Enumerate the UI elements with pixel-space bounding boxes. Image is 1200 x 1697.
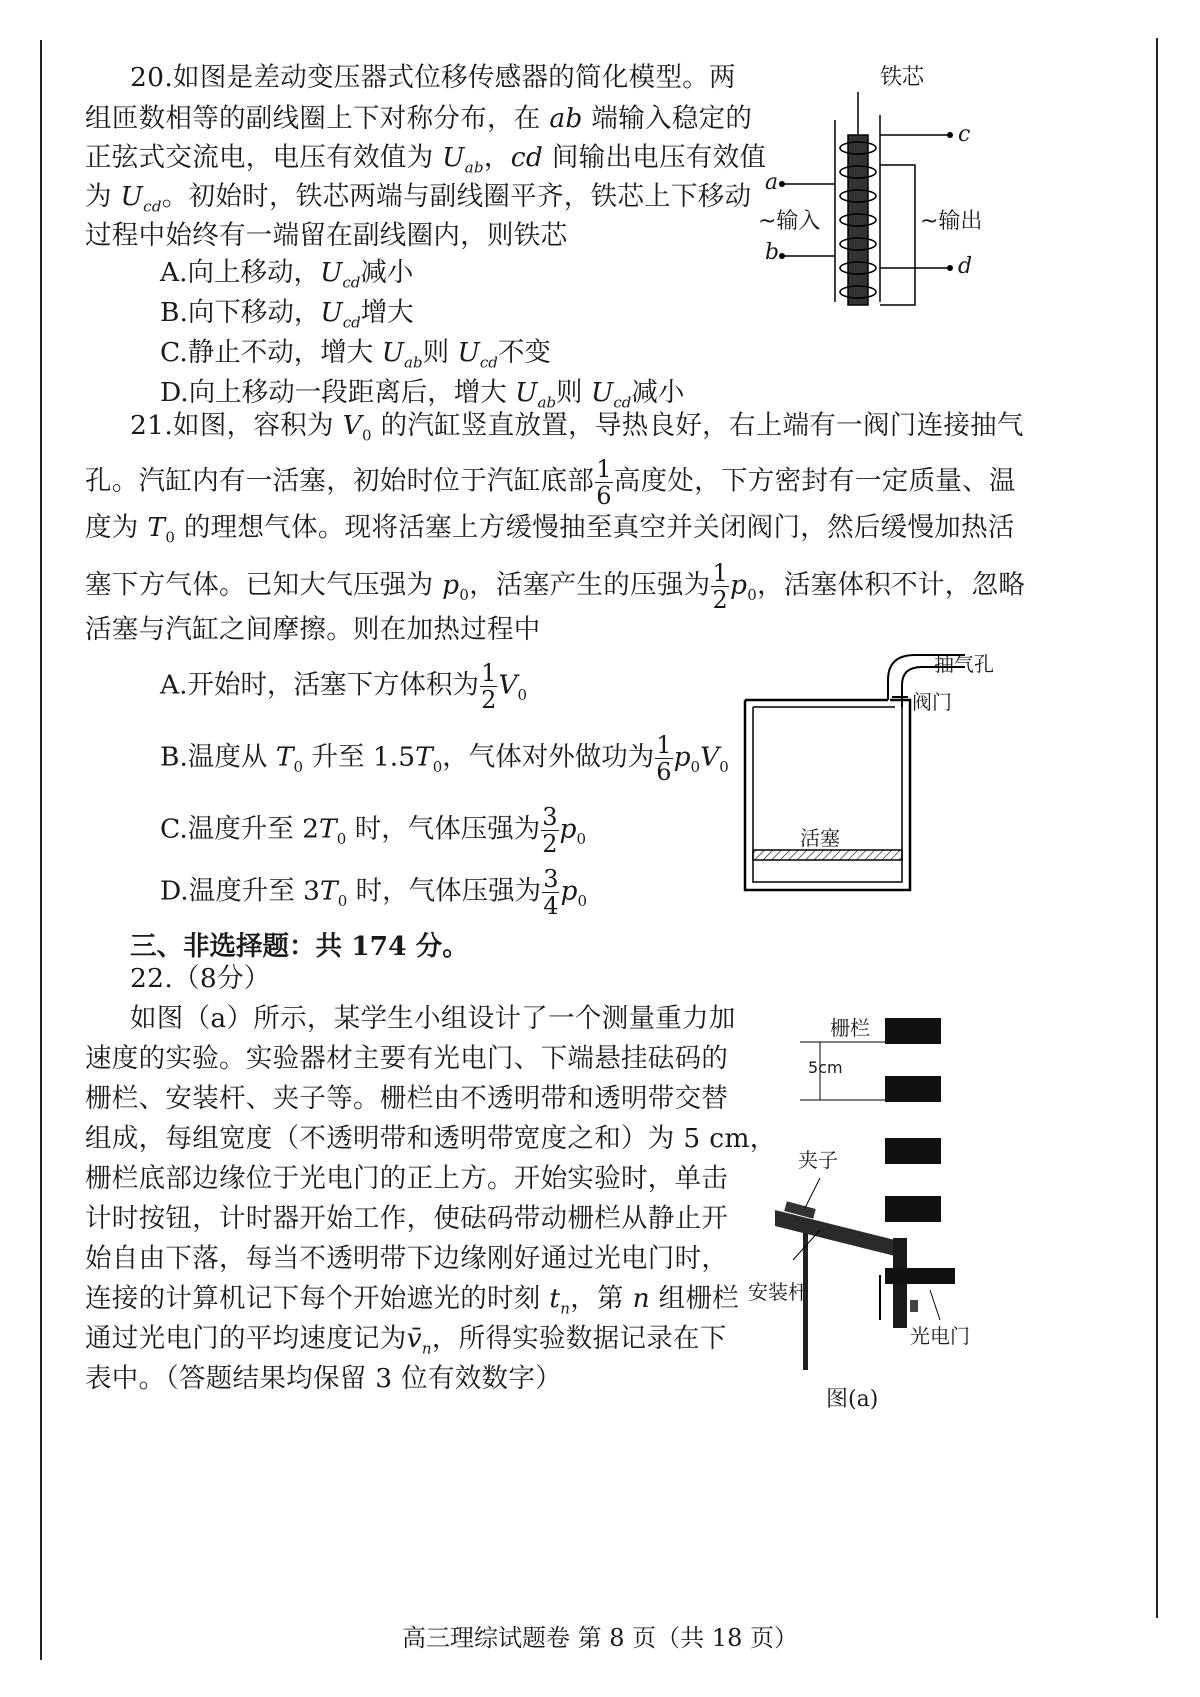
section-3-heading: 三、非选择题：共 174 分。 xyxy=(130,931,469,962)
q22-apparatus-figure xyxy=(745,1000,985,1370)
gate-label: 光电门 xyxy=(910,1324,970,1348)
label-c: c xyxy=(958,122,971,147)
frac-1-2: $\frac{1}{2}$ xyxy=(712,559,729,614)
q22-line-10: 表中。（答题结果均保留 3 位有效数字） xyxy=(85,1363,562,1394)
figure-caption: 图(a) xyxy=(826,1387,879,1412)
clip-label: 夹子 xyxy=(798,1148,838,1172)
left-margin-rule xyxy=(40,40,42,1660)
q20-line-4: 为 $U_{cd}$。初始时，铁芯两端与副线圈平齐，铁芯上下移动 xyxy=(85,181,752,216)
q22-line-6: 计时按钮，计时器开始工作，使砝码带动栅栏从静止开 xyxy=(85,1203,729,1234)
q20-option-d: D.向上移动一段距离后，增大 $U_{ab}$则 $U_{cd}$减小 xyxy=(160,377,685,412)
q22-line-3: 栅栏、安装杆、夹子等。栅栏由不透明带和透明带交替 xyxy=(85,1083,729,1114)
label-d: d xyxy=(958,254,973,279)
q20-line-2: 组匝数相等的副线圈上下对称分布，在 ab 端输入稳定的 xyxy=(85,103,753,134)
q20-line-5: 过程中始终有一端留在副线圈内，则铁芯 xyxy=(85,220,568,251)
q20-option-b: B.向下移动，$U_{cd}$增大 xyxy=(160,297,414,332)
q20-transformer-figure xyxy=(740,60,1070,320)
q20-line-1: 20.如图是差动变压器式位移传感器的简化模型。两 xyxy=(130,62,736,93)
q22-line-5: 栅栏底部边缘位于光电门的正上方。开始实验时，单击 xyxy=(85,1163,729,1194)
q20-line-3: 正弦式交流电，电压有效值为 $U_{ab}$，cd 间输出电压有效值 xyxy=(85,142,767,177)
piston-label: 活塞 xyxy=(800,826,840,850)
q20-option-c: C.静止不动，增大 $U_{ab}$则 $U_{cd}$不变 xyxy=(160,337,551,372)
fence-band xyxy=(885,1018,941,1044)
vent-label: 抽气孔 xyxy=(934,652,994,676)
q22-line-7: 始自由下落，每当不透明带下边缘刚好通过光电门时， xyxy=(85,1243,729,1274)
input-label: ~输入 xyxy=(758,209,821,234)
q22-line-9: 通过光电门的平均速度记为$v̄_n$，所得实验数据记录在下 xyxy=(85,1323,727,1358)
q20-option-a: A.向上移动，$U_{cd}$减小 xyxy=(160,257,414,292)
photogate xyxy=(885,1268,955,1284)
q21-line-2: 孔。汽缸内有一活塞，初始时位于汽缸底部 $\frac{1}{6}$ 高度处，下方密封有一定质量、温 xyxy=(85,455,1016,510)
iron-core xyxy=(848,135,868,305)
q21-option-c: C.温度升至 $2T_0$ 时，气体压强为 $\frac{3}{2}$ $p_0$ xyxy=(160,803,587,858)
q22-line-2: 速度的实验。实验器材主要有光电门、下端悬挂砝码的 xyxy=(85,1043,729,1074)
label-a: a xyxy=(765,170,779,195)
rod-label: 安装杆 xyxy=(748,1280,808,1304)
output-label: ~输出 xyxy=(920,209,983,234)
fence-band xyxy=(885,1076,941,1102)
q22-line-8: 连接的计算机记下每个开始遮光的时刻 $t_n$，第 n 组栅栏 xyxy=(85,1283,740,1318)
q21-line-5: 活塞与汽缸之间摩擦。则在加热过程中 xyxy=(85,614,541,645)
label-b: b xyxy=(765,240,780,265)
q21-option-d: D.温度升至 $3T_0$ 时，气体压强为 $\frac{3}{4}$ $p_0$ xyxy=(160,865,587,920)
fence-band xyxy=(885,1196,941,1222)
q21-cylinder-figure xyxy=(740,645,970,895)
fence-band xyxy=(885,1138,941,1164)
frac-1-6: $\frac{1}{6}$ xyxy=(596,455,612,510)
q21-line-1: 21.如图，容积为 $V_0$ 的汽缸竖直放置，导热良好，右上端有一阀门连接抽气 xyxy=(130,410,1024,445)
fence-label: 栅栏 xyxy=(830,1016,870,1040)
q21-option-b: B.温度从 $T_0$ 升至 $1.5T_0$，气体对外做功为 $\frac{1}{6}$ $p_0V_0$ xyxy=(160,731,729,786)
q21-line-3: 度为 $T_0$ 的理想气体。现将活塞上方缓慢抽至真空并关闭阀门，然后缓慢加热活 xyxy=(85,512,1015,547)
valve-label: 阀门 xyxy=(912,690,952,714)
right-margin-rule xyxy=(1156,38,1158,1618)
q22-header: 22.（8分） xyxy=(130,963,271,994)
q21-option-a: A.开始时，活塞下方体积为 $\frac{1}{2}$ $V_0$ xyxy=(160,659,528,714)
piston xyxy=(753,850,902,860)
page-footer: 高三理综试题卷 第 8 页（共 18 页） xyxy=(402,1624,798,1652)
dimension-label: 5cm xyxy=(808,1058,843,1077)
q21-line-4: 塞下方气体。已知大气压强为 $p_0$，活塞产生的压强为 $\frac{1}{2}$ $p_0$，活塞体积不计，忽略 xyxy=(85,559,1026,614)
core-label: 铁芯 xyxy=(880,65,925,90)
q22-line-1: 如图（a）所示，某学生小组设计了一个测量重力加 xyxy=(130,1003,736,1034)
q22-line-4: 组成，每组宽度（不透明带和透明带宽度之和）为 5 cm， xyxy=(85,1123,777,1154)
